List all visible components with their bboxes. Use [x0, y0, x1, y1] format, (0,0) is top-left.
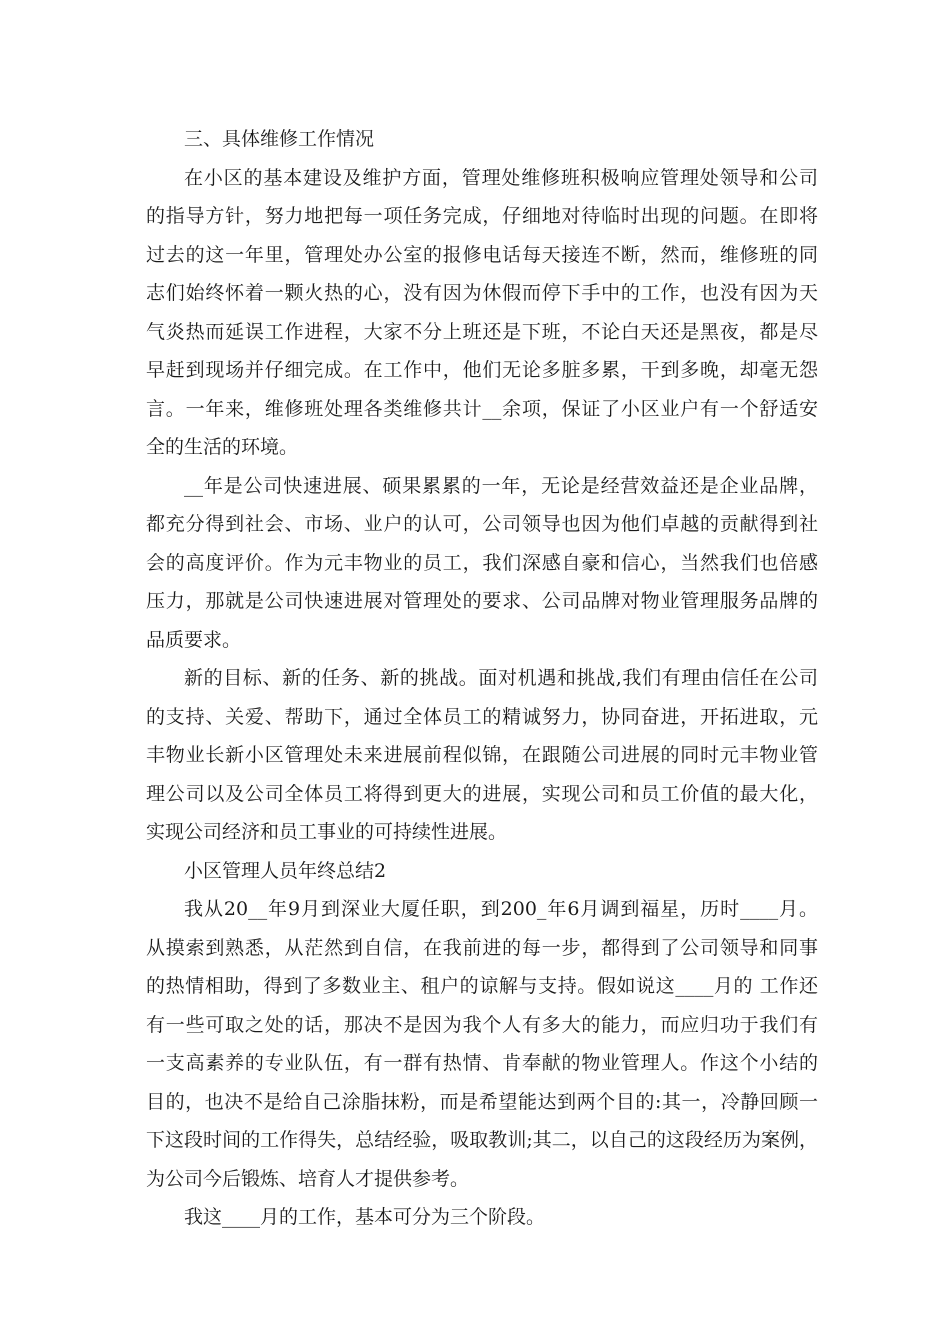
- paragraph-line: 的支持、关爱、帮助下，通过全体员工的精诚努力，协同奋进，开拓进取，元: [146, 705, 818, 728]
- paragraph-line: 志们始终怀着一颗火热的心，没有因为休假而停下手中的工作，也没有因为天: [146, 282, 818, 304]
- document-subtitle: 小区管理人员年终总结2: [184, 859, 387, 882]
- paragraph-line: 的指导方针，努力地把每一项任务完成，仔细地对待临时出现的问题。在即将: [146, 205, 818, 227]
- paragraph-line: 在小区的基本建设及维护方面，管理处维修班积极响应管理处领导和公司: [184, 166, 818, 189]
- document-body: [146, 120, 818, 1237]
- paragraph-line: 我从20__年9月到深业大厦任职，到200_年6月调到福星，历时____月。: [184, 898, 818, 920]
- section-heading: 三、具体维修工作情况: [184, 128, 375, 150]
- paragraph-line: 过去的这一年里，管理处办公室的报修电话每天接连不断，然而，维修班的同: [146, 243, 818, 266]
- paragraph-line: 的热情相助，得到了多数业主、租户的谅解与支持。假如说这____月的 工作还: [146, 975, 818, 997]
- paragraph-line: 一支高素养的专业队伍，有一群有热情、肯奉献的物业管理人。作这个小结的: [146, 1052, 818, 1074]
- paragraph-line: 为公司今后锻炼、培育人才提供参考。: [146, 1167, 470, 1190]
- paragraph-line: 会的高度评价。作为元丰物业的员工，我们深感自豪和信心，当然我们也倍感: [146, 551, 818, 574]
- paragraph-line: 我这____月的工作，基本可分为三个阶段。: [184, 1206, 546, 1228]
- paragraph-line: 压力，那就是公司快速进展对管理处的要求、公司品牌对物业管理服务品牌的: [146, 590, 818, 612]
- paragraph-line: 下这段时间的工作得失，总结经验，吸取教训;其二，以自己的这段经历为案例，: [146, 1129, 818, 1151]
- paragraph-line: 目的，也决不是给自己涂脂抹粉，而是希望能达到两个目的:其一，冷静回顾一: [146, 1090, 818, 1113]
- paragraph-line: 有一些可取之处的话，那决不是因为我个人有多大的能力，而应归功于我们有: [146, 1013, 818, 1036]
- paragraph-line: 理公司以及公司全体员工将得到更大的进展，实现公司和员工价值的最大化，: [146, 782, 818, 805]
- paragraph-line: 丰物业长新小区管理处未来进展前程似锦，在跟随公司进展的同时元丰物业管: [146, 744, 818, 766]
- paragraph-line: __年是公司快速进展、硕果累累的一年，无论是经营效益还是企业品牌，: [184, 474, 818, 497]
- paragraph-line: 全的生活的环境。: [146, 436, 299, 458]
- paragraph-line: 实现公司经济和员工事业的可持续性进展。: [146, 821, 508, 843]
- paragraph-line: 从摸索到熟悉，从茫然到自信，在我前进的每一步，都得到了公司领导和同事: [146, 936, 818, 959]
- paragraph-line: 新的目标、新的任务、新的挑战。面对机遇和挑战,我们有理由信任在公司: [184, 667, 818, 689]
- paragraph-line: 品质要求。: [146, 628, 242, 651]
- paragraph-line: 早赶到现场并仔细完成。在工作中，他们无论多脏多累，干到多晚，却毫无怨: [146, 359, 818, 381]
- paragraph-line: 言。一年来，维修班处理各类维修共计__余项，保证了小区业户有一个舒适安: [146, 397, 818, 420]
- paragraph-line: 都充分得到社会、市场、业户的认可，公司领导也因为他们卓越的贡献得到社: [146, 513, 818, 535]
- paragraph-line: 气炎热而延误工作进程，大家不分上班还是下班，不论白天还是黑夜，都是尽: [146, 320, 818, 343]
